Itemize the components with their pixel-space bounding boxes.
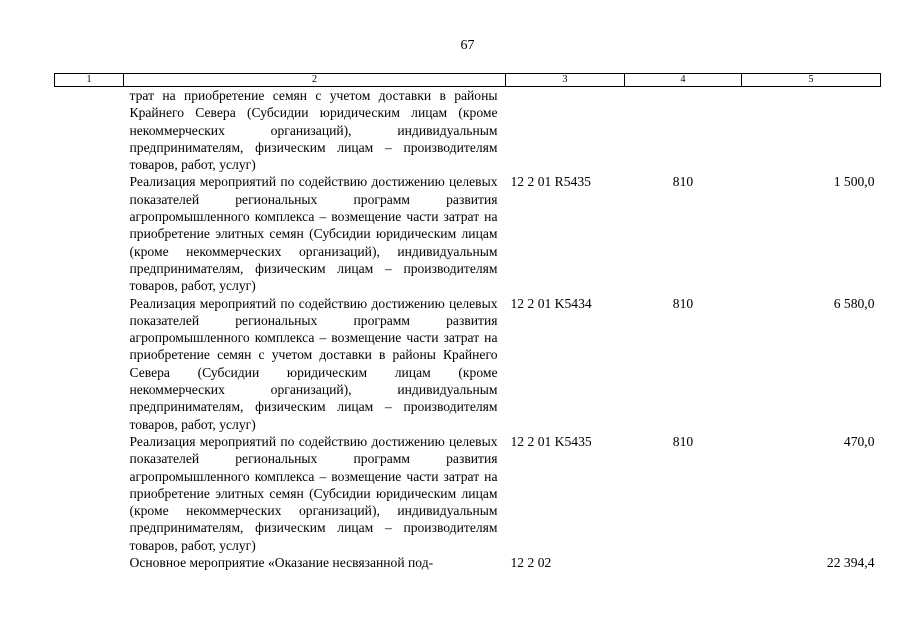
row-type: 810 xyxy=(672,174,694,190)
row-number-cell xyxy=(55,173,124,294)
row-type: 810 xyxy=(672,433,694,449)
row-type: 810 xyxy=(672,295,694,311)
header-col-1: 1 xyxy=(55,74,124,87)
table-row xyxy=(55,173,881,294)
table-header xyxy=(55,74,881,87)
row-number-cell xyxy=(55,87,124,174)
page-number: 67 xyxy=(460,38,475,53)
row-amount: 22 394,4 xyxy=(826,555,875,571)
row-amount: 1 500,0 xyxy=(833,174,875,190)
row-number-cell xyxy=(55,433,124,554)
row-description: Реализация мероприятий по содействию достижению целевых показателей региональных программ развития агропромышленного комплекса – возмещение части затрат на приобретение семян с учетом доставки в районы Крайнего Севера (Субсидии юридическим лицам (кроме некоммерческих организаций), индивидуальным предпринимателям, физическим лицам – производителям товаров, работ, услуг) xyxy=(129,295,498,432)
table-body xyxy=(55,87,881,572)
budget-table xyxy=(54,73,881,571)
row-code: 12 2 01 K5434 xyxy=(510,295,592,311)
table-row xyxy=(55,295,881,433)
row-code: 12 2 01 R5435 xyxy=(510,174,591,190)
row-amount: 470,0 xyxy=(843,433,875,449)
table-row xyxy=(55,87,881,174)
header-row xyxy=(55,74,881,87)
row-type xyxy=(625,554,742,571)
row-description: Реализация мероприятий по содействию достижению целевых показателей региональных программ развития агропромышленного комплекса – возмещение части затрат на приобретение элитных семян (Субсидии юридическим лицам (кроме некоммерческих организаций), индивидуальным предпринимателям, физическим лицам – производителям товаров, работ, услуг) xyxy=(129,174,498,294)
header-col-5: 5 xyxy=(742,74,881,87)
row-description: Основное мероприятие «Оказание несвязанной под- xyxy=(129,555,434,571)
row-number-cell xyxy=(55,554,124,571)
row-code: 12 2 02 xyxy=(510,555,552,571)
table-row xyxy=(55,554,881,571)
table-row xyxy=(55,433,881,554)
header-col-2: 2 xyxy=(124,74,506,87)
row-type xyxy=(625,87,742,174)
row-description: Реализация мероприятий по содействию достижению целевых показателей региональных программ развития агропромышленного комплекса – возмещение части затрат на приобретение элитных семян (Субсидии юридическим лицам (кроме некоммерческих организаций), индивидуальным предпринимателям, физическим лицам – производителям товаров, работ, услуг) xyxy=(129,433,498,553)
row-description: трат на приобретение семян с учетом доставки в районы Крайнего Севера (Субсидии юридическим лицам (кроме некоммерческих организаций), индивидуальным предпринимателям, физическим лицам – производителям товаров, работ, услуг) xyxy=(129,88,498,173)
header-col-4: 4 xyxy=(625,74,742,87)
row-code: 12 2 01 K5435 xyxy=(510,433,592,449)
row-amount: 6 580,0 xyxy=(833,295,875,311)
row-code xyxy=(506,87,625,174)
row-number-cell xyxy=(55,295,124,433)
header-col-3: 3 xyxy=(506,74,625,87)
row-amount xyxy=(742,87,881,174)
